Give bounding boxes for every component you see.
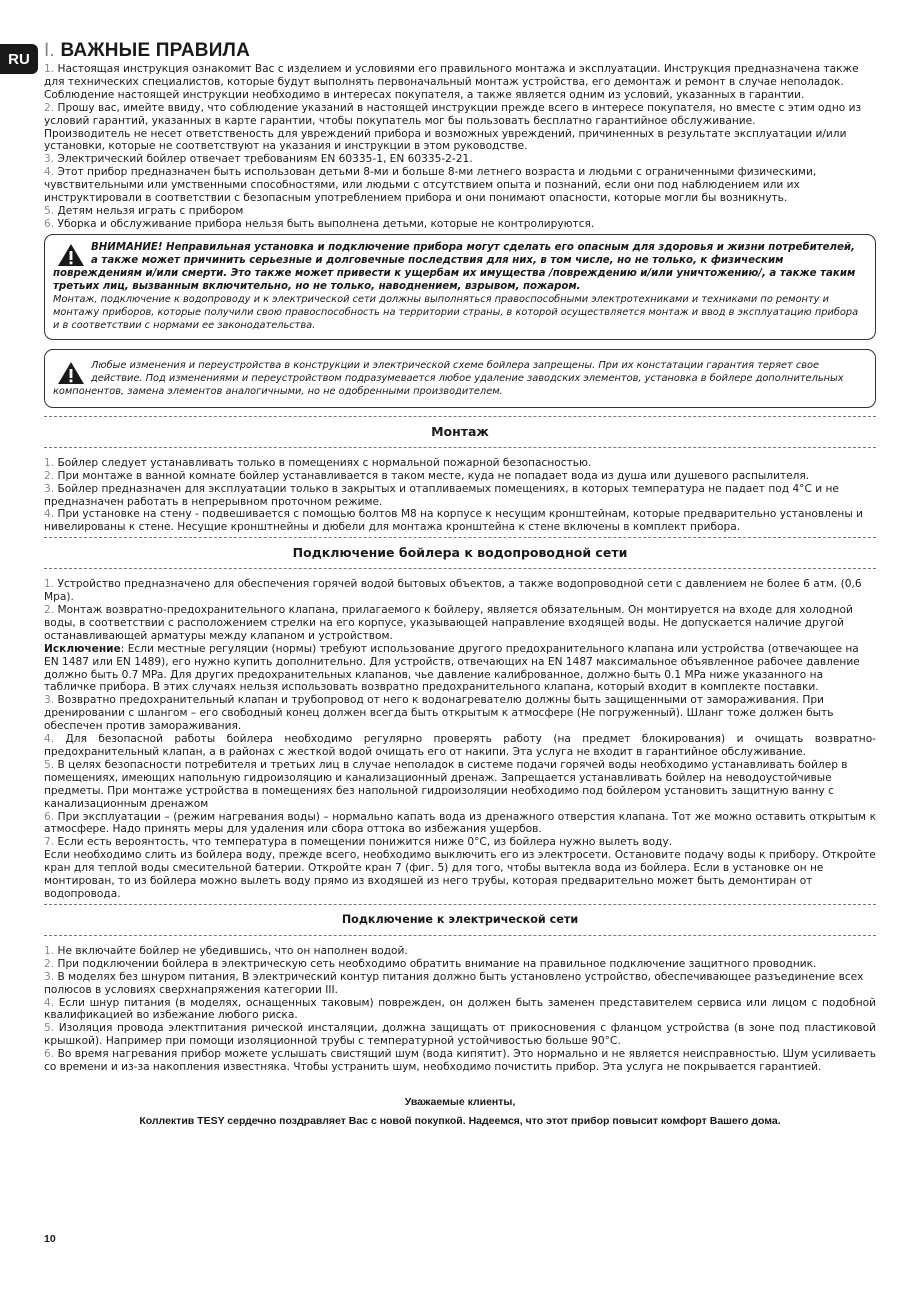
warning-body-text: Любые изменения и переустройства в конструкции и электрической схеме бойлера запрещены. При их констатации гарантия теряет свое действие. Под изменениями и переустройством подразумевается любое удаление заводских элементов, установка в бойлере дополнительных компонентов, замена элементов аналогичными, но не одобренными производителем.	[53, 359, 844, 397]
list-item: 4. Если шнур питания (в моделях, оснащенных таковым) поврежден, он должен быть заменен представителем сервиса или лицом с подобной квалификацией во избежание любого риска.	[44, 996, 876, 1022]
warning-bold-text: ВНИМАНИЕ! Неправильная установка и подключение прибора могут сделать его опасным для здоровья и жизни потребителей, а также может причинить серьезные и долговечные последствия для них, в том числе, но не только, к физическим повреждениям и/или смерти. Это также может привести к ущербам их имущества /повреждению и/или уничтожению/, а также таким третьих лиц, вызванным включительно, но не только, наводнением, взрывом, пожаром.	[53, 241, 856, 292]
divider	[44, 447, 876, 448]
rule-item: 3. Электрический бойлер отвечает требованиям EN 60335-1, EN 60335-2-21.	[44, 153, 473, 166]
section-heading-electric: Подключение к электрической сети	[341, 912, 579, 926]
list-item: 5. В целях безопасности потребителя и третьих лиц в случае неполадок в системе подачи горячей воды необходимо устанавливать бойлер в помещениях, имеющих напольную гидроизоляцию и канализационный дренаж. Запрещается устанавливать бойлер на неводоустойчивые предметы. При монтаже устройства в помещениях без напольной гидроизоляции необходимо под бойлером установить защитную ванну с канализационным дренажом	[44, 758, 848, 810]
warning-box-modifications	[44, 349, 876, 408]
divider	[44, 904, 876, 905]
warning-triangle-icon	[57, 243, 85, 267]
language-tab	[0, 44, 38, 74]
list-item: Исключение: Если местные регуляции (нормы) требуют использование другого предохранительного клапана или устройства (отвечающее на EN 1487 или EN 1489), его нужно купить дополнительно. Для устройств, отвечающих на EN 1487 максимальное объявленное рабочее давление должно быть 0.7 MPa. Для других предохранительных клапанов, чье давление калиброванное, должно быть 0.1 MPa ниже указанного на табличке прибора. В этих случаях нельзя использовать возвратно предохранительного клапана, который входит в комплекте поставки.	[44, 642, 860, 694]
list-item: 1. Не включайте бойлер не убедившись, что он наполнен водой.	[44, 944, 408, 957]
list-item: 2. Монтаж возвратно-предохранительного клапана, прилагаемого к бойлеру, является обязательным. Он монтируется на входе для холодной воды, в соответствии с расположением стрелки на его корпусе, указывающей направление входящей воды. Не допускается наличие другой останавливающей арматуры между клапаном и устройством.	[44, 604, 853, 642]
electric-list	[44, 945, 876, 1074]
list-item: 2. При монтаже в ванной комнате бойлер устанавливается в таком месте, куда не попадает вода из душа или душевого распылителя.	[44, 469, 810, 482]
page-title	[44, 40, 876, 62]
list-item: Если необходимо слить из бойлера воду, прежде всего, необходимо выключить его из электросети. Остановите подачу воды к прибору. Откройте кран для теплой воды смесительной батерии. Откройте кран 7 (фиг. 5) для того, чтобы вытекла вода из бойлера. Если в установке он не монтирован, то из бойлера можно вылеть воду прямо из входяшей из него трубы, которая предварительно может быть демонтиран от водопровода.	[44, 849, 876, 900]
list-item: 1. Бойлер следует устанавливать только в помещениях с нормальной пожарной безопасностью.	[44, 456, 592, 469]
list-item: 2. При подключении бойлера в электрическую сеть необходимо обратить внимание на правильное подключение защитного проводник.	[44, 957, 817, 970]
list-item: 4. При установке на стену - подвешивается с помощью болтов М8 на корпусе к несущим кронштейнам, которые предварительно установлены и нивелированы к стене. Несущие кронштнейны и дюбели для монтажа кронштейна к стене включены в комплект прибора.	[44, 508, 863, 534]
section-heading-mounting: Монтаж	[431, 423, 489, 439]
footer-greeting: Уважаемые клиенты,	[404, 1095, 516, 1108]
warning-box-safety	[44, 234, 876, 340]
mounting-list	[44, 457, 876, 534]
section-roman-numeral: I.	[44, 40, 55, 61]
rules-list	[44, 63, 876, 231]
page-title-text: ВАЖНЫЕ ПРАВИЛА	[60, 40, 251, 61]
list-item: 3. Возвратно предохранительный клапан и трубопровод от него к водонагревателю должны быть защищенными от замораживания. При дренировании с шлангом – его свободный конец должен всегда быть открытым к атмосфере (Не погруженный). Шланг тоже должен быть обеспечен против замораживания.	[44, 694, 834, 733]
list-item: 3. В моделях без шнуром питания, В электрический контур питания должно быть установлено устройство, обеспечивающее разъединение всех полюсов в условиях сверхнапряжения категории III.	[44, 970, 864, 996]
list-item: 1. Устройство предназначено для обеспечения горячей водой бытовых объектов, а также водопроводной сети с давлением не более 6 атм. (0,6 Mpa).	[44, 578, 862, 604]
warning-triangle-icon	[57, 361, 85, 385]
rule-item: 2. Прошу вас, имейте ввиду, что соблюдение указаний в настоящей инструкции прежде всего в интересе покупателя, но вместе с этим одно из условий гарантий, указанных в карте гарантии, чтобы покупатель мог бы пользовать бесплатно гарантийное обслуживание.	[44, 101, 862, 127]
list-item: 6. Во время нагревания прибор можете услышать свистящий шум (вода кипятит). Это нормально и не является неисправностью. Шум усиливаеть со времени и из-за накопления известняка. Чтобы устранить шум, необходимо почистить прибор. Эта услуга не покрывается гарантией.	[44, 1048, 876, 1074]
page-number: 10	[44, 1233, 56, 1245]
list-item: 7. Если есть вероянтость, что температура в помещении понижится ниже 0°C, из бойлера нужно вылеть воду.	[44, 836, 673, 849]
list-item: 3. Бойлер предназначен для эксплуатации только в закрытых и отапливаемых помещениях, в которых температура не падает под 4°C и не предназначен работать в непрерывном проточном режиме.	[44, 482, 839, 508]
document-page	[44, 40, 876, 1127]
section-heading-water: Подключение бойлера к водопроводной сети	[292, 545, 628, 561]
list-item: 5. Изоляция провода электпитания рической инсталяции, должна защищать от прикосновения с фланцом устройства (в зоне под пластиковой крышкой). Например при помощи изоляционной трубы с температурной устойчивостью больше 90°C.	[44, 1022, 876, 1048]
rule-item: Соблюдение настоящей инструкции необходимо в интересах покупателя, а также является одним из условий, указанных в гарантии.	[44, 88, 805, 101]
rule-item: Производитель не несет ответственость для увреждений прибора и возможных увреждений, причиненных в результате эксплуатации и/или установки, которые не соответствуют на указания и инструкции в этом руководстве.	[44, 127, 847, 153]
footer-message: Коллектив TESY сердечно поздравляет Вас с новой покупкой. Надеемся, что этот прибор повысит комфорт Вашего дома.	[139, 1114, 781, 1127]
list-item: 4. Для безопасной работы бойлера необходимо регулярно проверять работу (на предмет блокирования) и очищать возвратно-предохранительный клапан, а в районах с жесткой водой очищать его от накипи. Эта услуга не входит в гарантийное обслуживание.	[44, 733, 876, 758]
list-item: 6. При эксплуатации – (режим нагревания воды) – нормально капать вода из дренажного отверстия клапана. Тот же можно оставить открытым к атмосфере. Надо принять меры для удаления или сбора оттока во избежания ущербов.	[44, 810, 876, 836]
divider	[44, 416, 876, 417]
rule-item: 1. Настоящая инструкция ознакомит Вас с изделием и условиями его правильного монтажа и эксплуатации. Инструкция предназначена также для технических специалистов, которые будут выполнять первоначальный монтаж устройства, его демонтаж и ремонт в случае неполадок.	[44, 63, 859, 88]
divider	[44, 537, 876, 538]
rule-item: 4. Этот прибор предназначен быть использован детьми 8-ми и больше 8-ми летнего возраста и людьми с ограниченными физическими, чувствительными или умственными способностями, или людьми с отсутствием опыта и познаний, если они под наблюдением или их инструктировали в соответствии с безопасным употреблением прибора и они понимают опасности, которые могли бы возникнуть.	[44, 166, 817, 205]
divider	[44, 935, 876, 936]
language-code: RU	[8, 50, 30, 68]
rule-item: 5. Детям нельзя играть с прибором	[44, 204, 244, 217]
water-list	[44, 578, 876, 901]
warning-body-text: Монтаж, подключение к водопроводу и к электрической сети должны выполняться правоспособными электротехниками и техниками по ремонту и монтажу приборов, которые получили свою правоспособность на территории страны, в которой осуществляется монтаж и ввод в эксплуатацию прибора и в соответствии с нормами ее законодательства.	[53, 293, 859, 331]
rule-item: 6. Уборка и обслуживание прибора нельзя быть выполнена детьми, которые не контролируются.	[44, 217, 595, 230]
divider	[44, 568, 876, 569]
